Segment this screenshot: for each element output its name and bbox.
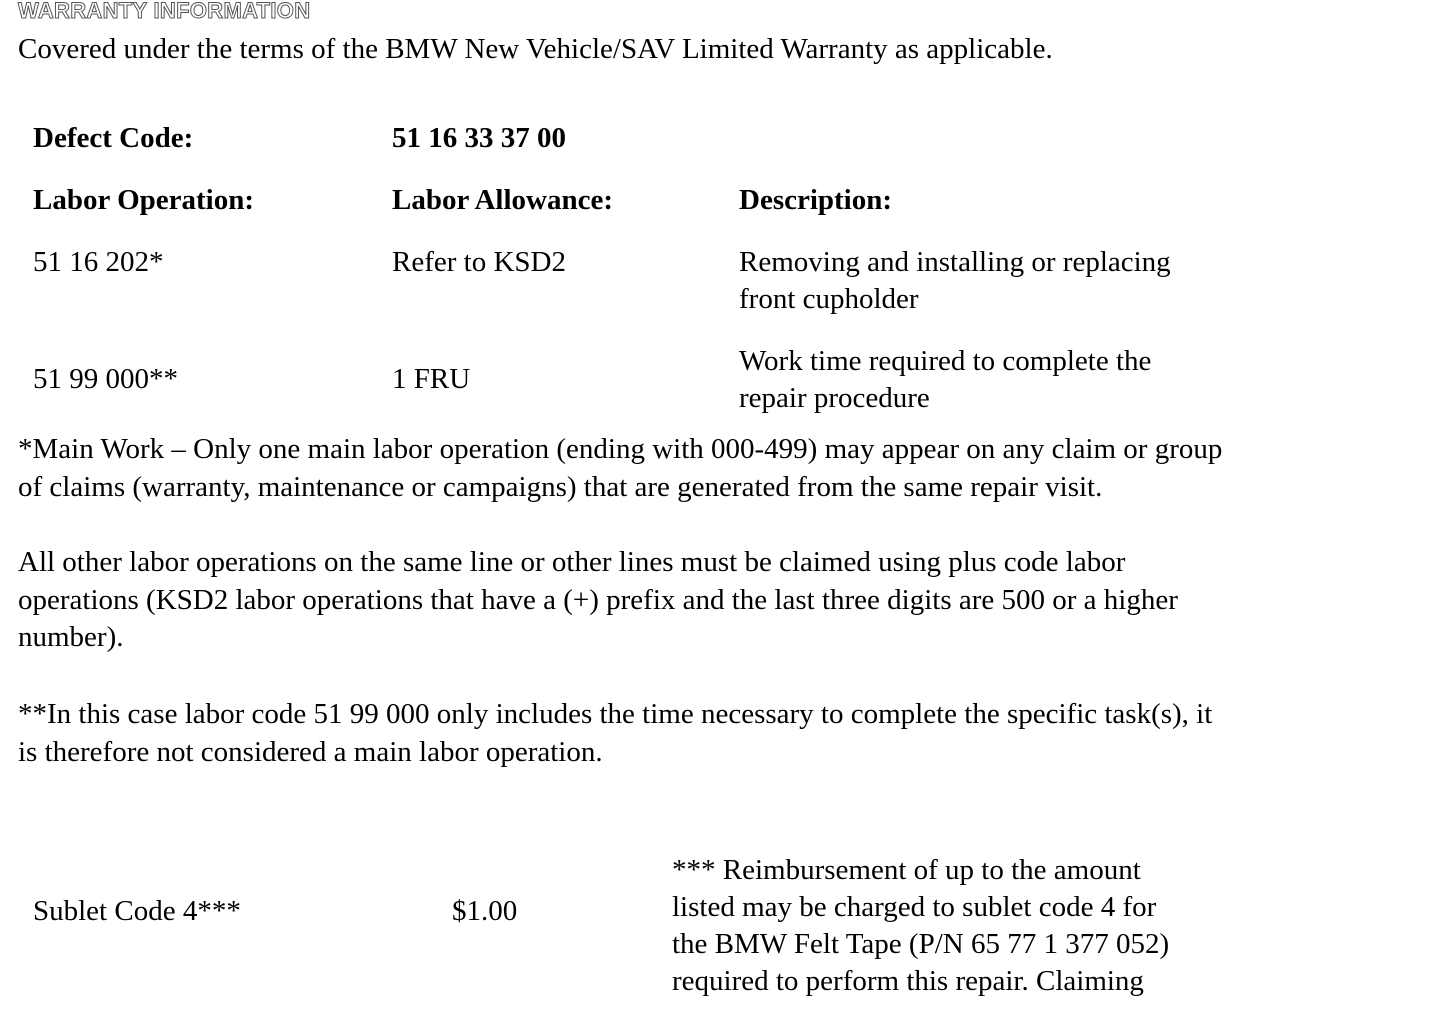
double-star-note: **In this case labor code 51 99 000 only includes the time necessary to complete the specific task(s), it is therefore not considered a main labor operation. xyxy=(18,698,1213,768)
defect-code-label: Defect Code: xyxy=(33,122,194,154)
section-heading: WARRANTY INFORMATION xyxy=(18,0,311,23)
labor-allowance-header: Labor Allowance: xyxy=(392,184,613,216)
labor-operation-cell: 51 99 000** xyxy=(33,363,178,395)
defect-code-value: 51 16 33 37 00 xyxy=(392,122,566,154)
labor-operation-header: Labor Operation: xyxy=(33,184,254,216)
sublet-code-label: Sublet Code 4*** xyxy=(33,895,241,927)
labor-operation-cell: 51 16 202* xyxy=(33,246,164,278)
coverage-statement: Covered under the terms of the BMW New Vehicle/SAV Limited Warranty as applicable. xyxy=(18,33,1053,65)
sublet-description: *** Reimbursement of up to the amount listed may be charged to sublet code 4 for the BMW Felt Tape (P/N 65 77 1 377 052) required to perform this repair. Claiming xyxy=(672,854,1170,997)
description-header: Description: xyxy=(739,184,893,216)
labor-allowance-cell: 1 FRU xyxy=(392,363,471,395)
description-cell: Removing and installing or replacing front cupholder xyxy=(739,246,1171,315)
sublet-amount: $1.00 xyxy=(452,895,518,927)
labor-allowance-cell: Refer to KSD2 xyxy=(392,246,566,278)
main-work-note: *Main Work – Only one main labor operation (ending with 000-499) may appear on any claim or group of claims (warranty, maintenance or campaigns) that are generated from the same repair visit. xyxy=(18,433,1223,503)
plus-code-note: All other labor operations on the same line or other lines must be claimed using plus code labor operations (KSD2 labor operations that have a (+) prefix and the last three digits are 500 or a higher number). xyxy=(18,546,1178,653)
description-cell: Work time required to complete the repair procedure xyxy=(739,345,1152,414)
